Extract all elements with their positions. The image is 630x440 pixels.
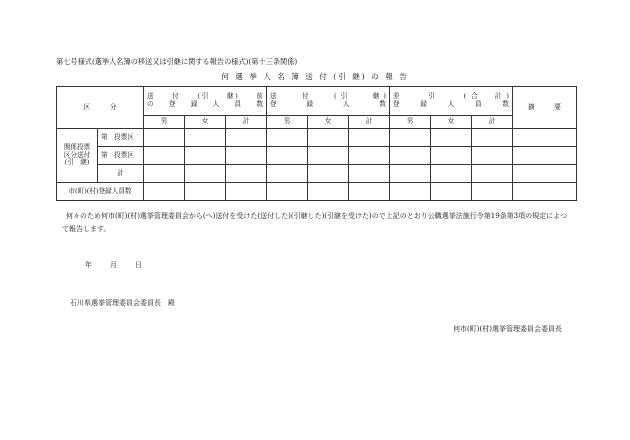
form-title: 第七号様式(選挙人名簿の移送又は引継に関する報告の様式)(第十三条関係): [56, 57, 298, 66]
table-row: [57, 165, 577, 183]
sub-header-female: 女: [185, 116, 226, 129]
difference-header: 差 引 (合 計) 登 録 人 員 数: [390, 87, 513, 116]
sub-header-total: 計: [349, 116, 390, 129]
table-row: [57, 129, 577, 147]
table-row: [57, 183, 577, 201]
sub-header-male: 男: [390, 116, 431, 129]
sub-header-female: 女: [308, 116, 349, 129]
report-table: [56, 86, 577, 201]
sub-header-female: 女: [431, 116, 472, 129]
table-row: [57, 147, 577, 165]
day-label: 日: [135, 261, 142, 269]
report-heading: 何 選 挙 人 名 簿 送 付 (引 継) の 報 告: [221, 72, 409, 81]
date-line: [85, 260, 142, 270]
sent-before-header: 送 付 (引 継) 前 の 登 録 人 員 数: [144, 87, 267, 116]
sub-header-total: 計: [226, 116, 267, 129]
total-row-label: 市(町)(村)登録人員数: [57, 183, 144, 201]
district-header: 区 分: [57, 87, 144, 129]
row-label: 計: [98, 165, 144, 183]
report-statement: 何々のため何市(町)(村)選挙管理委員会から(へ)送付を受けた(送付した)(引継した)(引継を受けた)ので上記のとおり公職選挙法施行令第19条第3項の規定によつて報告します。: [62, 212, 568, 233]
year-label: 年: [85, 261, 92, 269]
group-label: 関係投票 区分送付 (引 継): [57, 129, 98, 183]
remarks-header: 摘 要: [513, 87, 577, 129]
sender: 何市(町)(村)選挙管理委員会委員長: [453, 325, 562, 333]
row-label: 第 投票区: [98, 129, 144, 147]
sub-header-male: 男: [267, 116, 308, 129]
row-label: 第 投票区: [98, 147, 144, 165]
sub-header-male: 男: [144, 116, 185, 129]
addressee: 石川県選挙管理委員会委員長 殿: [70, 299, 175, 307]
sub-header-total: 計: [472, 116, 513, 129]
sent-header: 送 付 (引 継) 登 録 人 数: [267, 87, 390, 116]
month-label: 月: [110, 261, 117, 269]
